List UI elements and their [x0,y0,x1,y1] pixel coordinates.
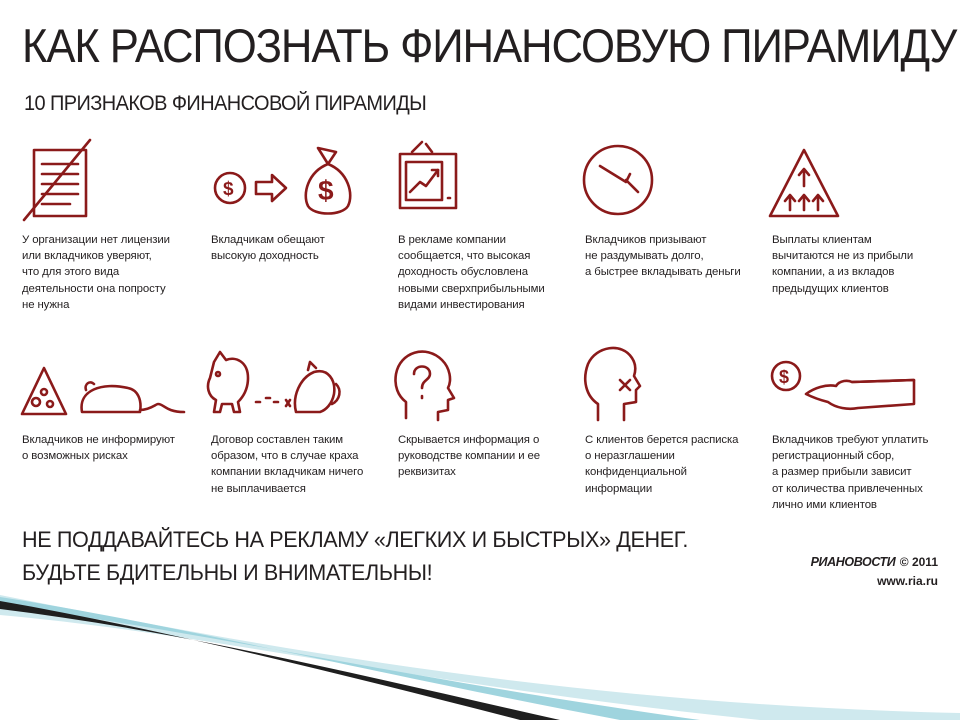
sign-description: Вкладчиков требуют уплатить регистрационный сбор, а размер прибыли зависит от количества привлеченных лично ими клиентов [772,434,929,511]
sign-description: Скрывается информация о руководстве компании и ее реквизитах [398,434,540,479]
svg-text:$: $ [223,179,234,200]
pyramid-arrows-icon [766,140,936,222]
sign-description: Вкладчиков призывают не раздумывать долго, а быстрее вкладывать деньги [585,234,741,279]
brand-url: www.ria.ru [877,574,938,588]
sign-description: У организации нет лицензии или вкладчиков уверяют, что для этого вида деятельности она попросту не нужна [22,234,170,311]
piggy-bank-to-cat-icon [200,340,370,422]
decorative-swoosh [0,595,960,720]
brand-name: РИАНОВОСТИ [810,555,896,569]
sign-description: Вкладчиков не информируют о возможных рисках [22,434,175,463]
coin-to-hand-icon [766,340,936,422]
svg-text:$: $ [318,175,334,206]
clock-icon [582,140,752,222]
brand-block [811,552,938,591]
copyright: © 2011 [899,555,938,569]
crossed-document-icon [20,140,190,222]
page-title: КАК РАСПОЗНАТЬ ФИНАНСОВУЮ ПИРАМИДУ [22,19,957,72]
page-subtitle: 10 ПРИЗНАКОВ ФИНАНСОВОЙ ПИРАМИДЫ [24,92,427,115]
head-sealed-mouth-icon [576,340,746,422]
sign-description: В рекламе компании сообщается, что высокая доходность обусловлена новыми сверхприбыльными видами инвестирования [398,234,545,311]
warning-message: НЕ ПОДДАВАЙТЕСЬ НА РЕКЛАМУ «ЛЕГКИХ И БЫСТРЫХ» ДЕНЕГ. БУДЬТЕ БДИТЕЛЬНЫ И ВНИМАТЕЛЬНЫ! [22,527,689,585]
head-question-icon [390,340,560,422]
coin-to-moneybag-icon [208,140,378,222]
sign-description: Вкладчикам обещают высокую доходность [211,234,325,263]
cheese-and-mouse-icon [14,340,184,422]
tv-growth-chart-icon [392,140,562,222]
sign-description: Договор составлен таким образом, что в случае краха компании вкладчикам ничего не выплачивается [211,434,364,495]
svg-text:$: $ [779,367,790,387]
sign-description: С клиентов берется расписка о неразглашении конфиденциальной информации [585,434,739,495]
sign-description: Выплаты клиентам вычитаются не из прибыли компании, а из вкладов предыдущих клиентов [772,234,914,295]
